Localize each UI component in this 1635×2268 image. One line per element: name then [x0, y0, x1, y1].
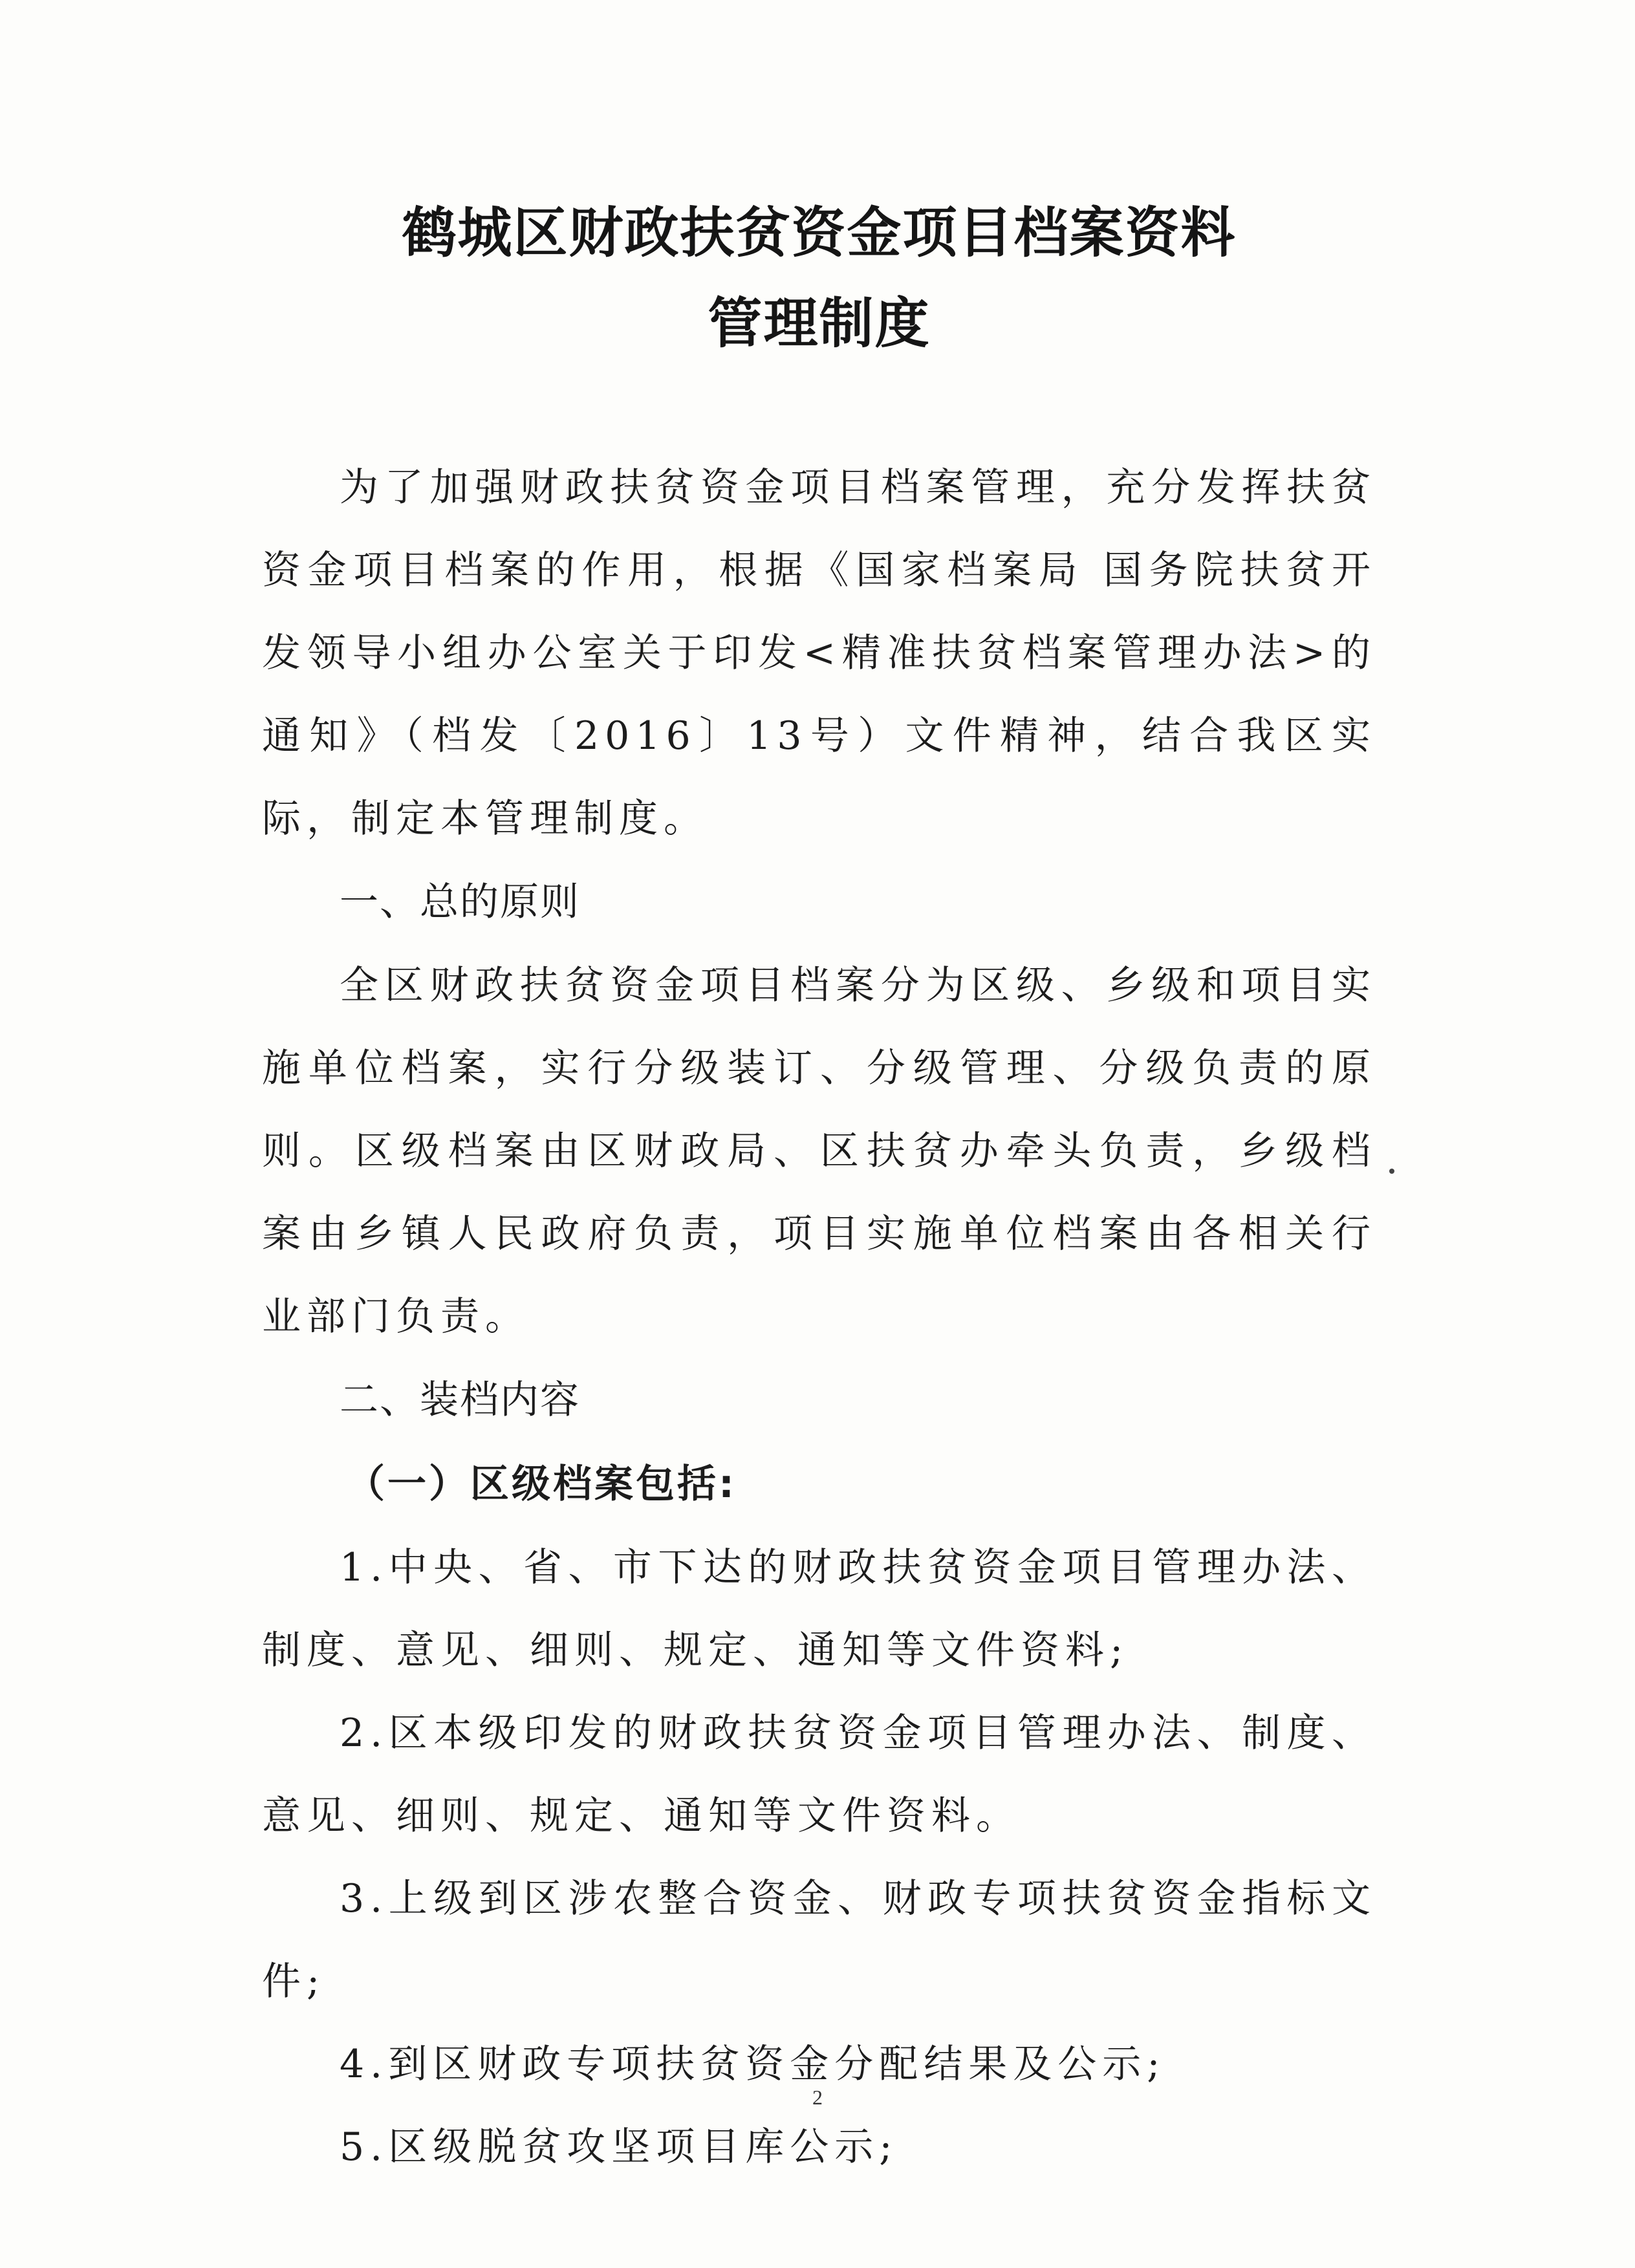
list-item: 5.区级脱贫攻坚项目库公示; — [340, 2124, 898, 2170]
list-item: 3.上级到区涉农整合资金、财政专项扶贫资金指标文件; — [262, 1876, 1376, 2004]
list-item: 4.到区财政专项扶贫资金分配结果及公示; — [340, 2042, 1166, 2087]
section-1-body: 全区财政扶贫资金项目档案分为区级、乡级和项目实施单位档案，实行分级装订、分级管理、分级负责的原则。区级档案由区财政局、区扶贫办牵头负责，乡级档案由乡镇人民政府负责，项目实施单位档案由各相关行业部门负责。 — [262, 963, 1376, 1339]
section-2-heading: 二、装档内容 — [340, 1377, 580, 1423]
page-number: 2 — [812, 2086, 823, 2109]
list-item: 2.区本级印发的财政扶贫资金项目管理办法、制度、意见、细则、规定、通知等文件资料。 — [262, 1711, 1376, 1839]
subsection-1-heading: （一）区级档案包括: — [346, 1462, 737, 1507]
section-1-heading: 一、总的原则 — [340, 880, 580, 925]
list-item: 1.中央、省、市下达的财政扶贫资金项目管理办法、制度、意见、细则、规定、通知等文件资料; — [262, 1545, 1376, 1673]
intro-paragraph: 为了加强财政扶贫资金项目档案管理，充分发挥扶贫资金项目档案的作用，根据《国家档案局 国务院扶贫开发领导小组办公室关于印发<精准扶贫档案管理办法>的通知》（档发〔2016〕13号）文件精神，结合我区实际，制定本管理制度。 — [262, 465, 1376, 841]
scan-speck — [1389, 1169, 1394, 1174]
title-line-2: 管理制度 — [708, 292, 931, 355]
document-title — [262, 188, 1376, 369]
title-line-1: 鹤城区财政扶贫资金项目档案资料 — [402, 201, 1237, 265]
